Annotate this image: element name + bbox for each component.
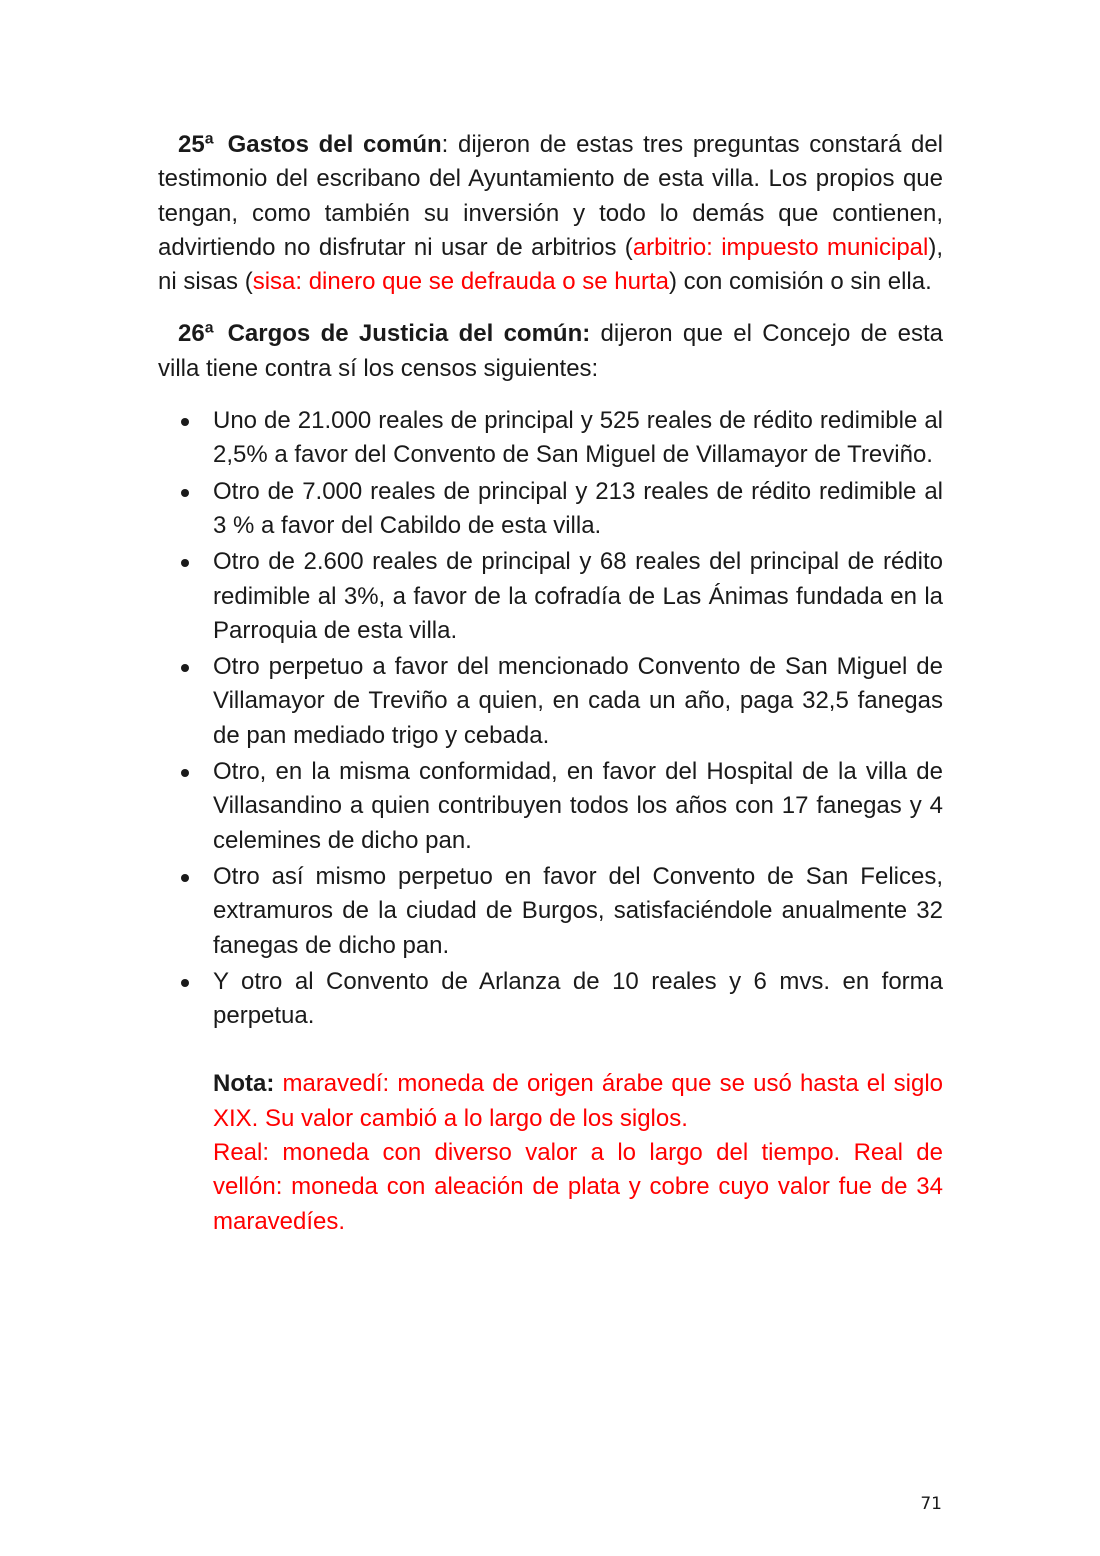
list-item-text: Otro perpetuo a favor del mencionado Convento de San Miguel de Villamayor de Treviño a quien, en cada un año, paga 32,5 fanegas de pan mediado trigo y cebada. <box>213 653 943 749</box>
list-item <box>158 650 943 753</box>
note-maravedi: maravedí: moneda de origen árabe que se usó hasta el siglo XIX. Su valor cambió a lo largo de los siglos. <box>213 1070 943 1132</box>
list-item-text: Otro de 2.600 reales de principal y 68 reales del principal de rédito redimible al 3%, a favor de la cofradía de Las Ánimas fundada en la Parroquia de esta villa. <box>213 548 943 644</box>
bullet-icon <box>181 664 189 672</box>
note-block <box>213 1067 943 1238</box>
bullet-icon <box>181 874 189 882</box>
list-item <box>158 475 943 544</box>
gloss-sisa: sisa: dinero que se defrauda o se hurta <box>252 268 669 296</box>
list-item <box>158 755 943 858</box>
bullet-icon <box>181 418 189 426</box>
list-item <box>158 860 943 963</box>
bullet-icon <box>181 769 189 777</box>
section-title: Cargos de Justicia del común: <box>227 320 591 348</box>
bullet-icon <box>181 559 189 567</box>
list-item-text: Y otro al Convento de Arlanza de 10 reales y 6 mvs. en forma perpetua. <box>213 967 943 1030</box>
page-number: 71 <box>920 1494 942 1514</box>
note-real: Real: moneda con diverso valor a lo largo del tiempo. Real de vellón: moneda con aleación de plata y cobre cuyo valor fue de 34 maravedíes. <box>213 1139 943 1235</box>
list-item <box>158 404 943 473</box>
section-text: ), ni sisas ( <box>158 233 944 296</box>
list-item <box>158 545 943 648</box>
section-text: : dijeron de estas tres preguntas constará del testimonio del escribano del Ayuntamiento de esta villa. Los propios que tengan, como también su inversión y todo lo demás que contienen, advirtiendo no disfrutar ni usar de arbitrios ( <box>158 131 944 261</box>
document-body <box>158 128 943 1239</box>
section-number: 26ª <box>178 320 214 348</box>
section-number: 25ª <box>178 131 214 158</box>
censos-list <box>158 404 943 1033</box>
section-text: dijeron que el Concejo de esta villa tiene contra sí los censos siguientes: <box>158 320 944 382</box>
list-item-text: Uno de 21.000 reales de principal y 525 reales de rédito redimible al 2,5% a favor del Convento de San Miguel de Villamayor de Treviño. <box>213 407 943 469</box>
section-26 <box>158 317 943 386</box>
gloss-arbitrio: arbitrio: impuesto municipal <box>632 233 929 261</box>
bullet-icon <box>181 489 189 497</box>
bullet-icon <box>181 979 189 987</box>
section-25 <box>158 128 943 299</box>
note-label: Nota: <box>213 1070 275 1098</box>
section-text: ) con comisión o sin ella. <box>668 268 932 296</box>
list-item-text: Otro así mismo perpetuo en favor del Convento de San Felices, extramuros de la ciudad de Burgos, satisfaciéndole anualmente 32 fanegas de dicho pan. <box>213 862 943 959</box>
section-title: Gastos del común <box>227 131 442 158</box>
list-item <box>158 965 943 1034</box>
list-item-text: Otro, en la misma conformidad, en favor del Hospital de la villa de Villasandino a quien contribuyen todos los años con 17 fanegas y 4 celemines de dicho pan. <box>213 758 943 854</box>
list-item-text: Otro de 7.000 reales de principal y 213 reales de rédito redimible al 3 % a favor del Cabildo de esta villa. <box>213 477 943 539</box>
